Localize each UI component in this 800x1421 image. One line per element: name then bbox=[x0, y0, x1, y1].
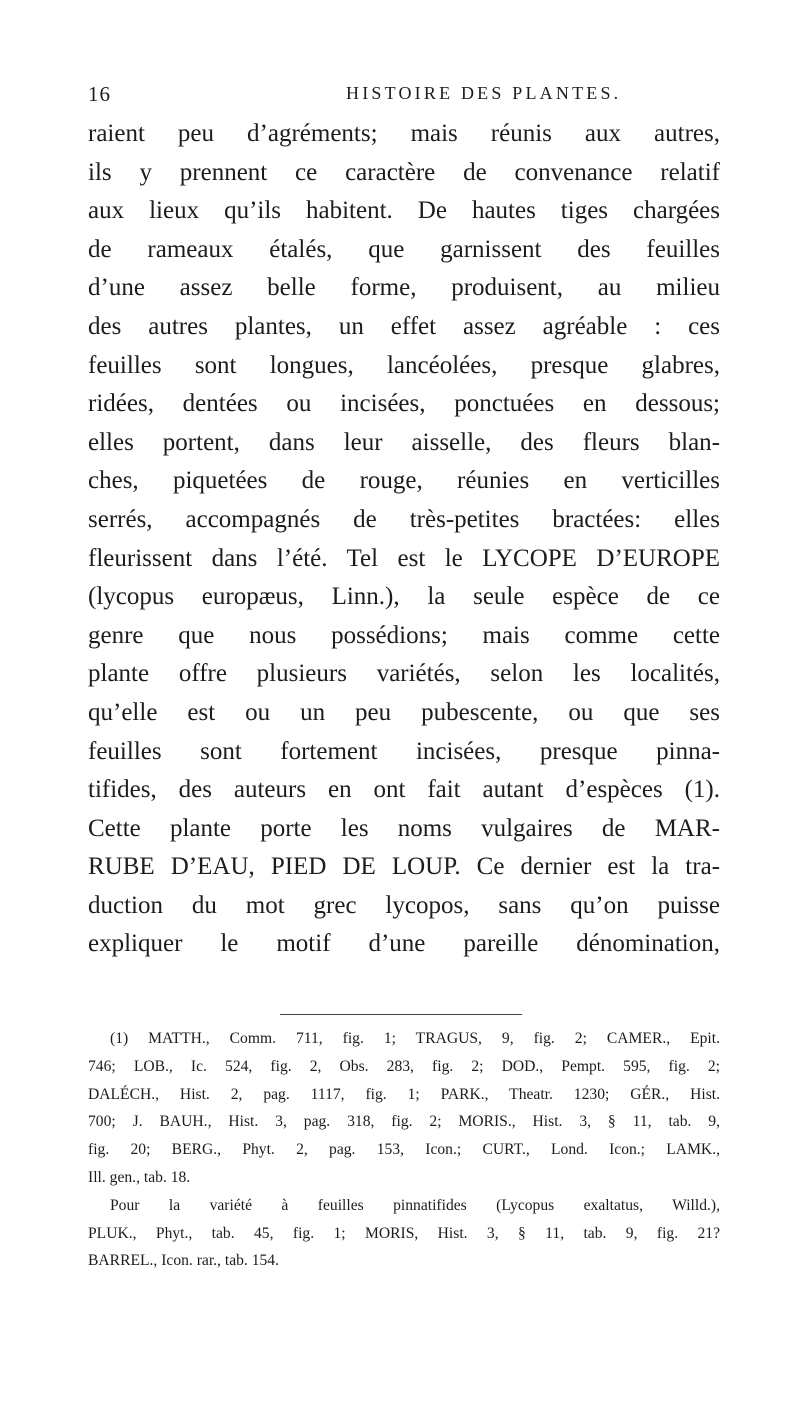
footnote-line: BARREL., Icon. rar., tab. 154. bbox=[88, 1252, 279, 1270]
body-line: des autres plantes, un effet assez agréable : ces bbox=[88, 312, 720, 340]
body-line: Cette plante porte les noms vulgaires de MAR- bbox=[88, 814, 720, 842]
body-line: ches, piquetées de rouge, réunies en verticilles bbox=[88, 467, 720, 495]
body-line: aux lieux qu’ils habitent. De hautes tiges chargées bbox=[88, 197, 720, 225]
footnote-line: PLUK., Phyt., tab. 45, fig. 1; MORIS, Hist. 3, § 11, tab. 9, fig. 21? bbox=[88, 1224, 720, 1242]
body-line: RUBE D’EAU, PIED DE LOUP. Ce dernier est la tra- bbox=[88, 853, 720, 881]
body-line: fleurissent dans l’été. Tel est le LYCOPE D’EUROPE bbox=[88, 544, 720, 572]
footnote-line: Pour la variété à feuilles pinnatifides (Lycopus exaltatus, Willd.), bbox=[110, 1196, 720, 1214]
body-line: serrés, accompagnés de très-petites bractées: elles bbox=[88, 505, 720, 533]
body-line: plante offre plusieurs variétés, selon les localités, bbox=[88, 660, 720, 688]
body-line: de rameaux étalés, que garnissent des feuilles bbox=[88, 235, 720, 263]
body-line: expliquer le motif d’une pareille dénomination, bbox=[88, 930, 720, 958]
body-line: qu’elle est ou un peu pubescente, ou que ses bbox=[88, 698, 720, 726]
running-title: HISTOIRE DES PLANTES. bbox=[346, 83, 622, 103]
footnote-divider bbox=[280, 1014, 522, 1015]
footnote-line: 700; J. BAUH., Hist. 3, pag. 318, fig. 2; MORIS., Hist. 3, § 11, tab. 9, bbox=[88, 1113, 720, 1131]
footnote-line: fig. 20; BERG., Phyt. 2, pag. 153, Icon.; CURT., Lond. Icon.; LAMK., bbox=[88, 1141, 720, 1159]
body-text bbox=[88, 115, 720, 964]
body-line: duction du mot grec lycopos, sans qu’on puisse bbox=[88, 891, 720, 919]
body-line: feuilles sont fortement incisées, presque pinna- bbox=[88, 737, 720, 765]
body-line: tifides, des auteurs en ont fait autant d’espèces (1). bbox=[88, 776, 720, 804]
footnote-line: (1) MATTH., Comm. 711, fig. 1; TRAGUS, 9, fig. 2; CAMER., Epit. bbox=[110, 1030, 720, 1047]
footnote-line: 746; LOB., Ic. 524, fig. 2, Obs. 283, fig. 2; DOD., Pempt. 595, fig. 2; bbox=[88, 1057, 720, 1075]
body-line: (lycopus europæus, Linn.), la seule espèce de ce bbox=[88, 583, 720, 611]
footnote-line: DALÉCH., Hist. 2, pag. 1117, fig. 1; PARK., Theatr. 1230; GÉR., Hist. bbox=[88, 1085, 720, 1103]
page-header bbox=[88, 82, 720, 110]
body-line: ridées, dentées ou incisées, ponctuées en dessous; bbox=[88, 390, 720, 418]
body-line: genre que nous possédions; mais comme cette bbox=[88, 621, 720, 649]
body-line: d’une assez belle forme, produisent, au milieu bbox=[88, 274, 720, 302]
body-line: elles portent, dans leur aisselle, des fleurs blan- bbox=[88, 428, 720, 456]
body-line: raient peu d’agréments; mais réunis aux autres, bbox=[88, 120, 720, 147]
footnote-line: Ill. gen., tab. 18. bbox=[88, 1168, 191, 1186]
footnotes bbox=[88, 1025, 720, 1275]
body-line: feuilles sont longues, lancéolées, presque glabres, bbox=[88, 351, 720, 379]
body-line: ils y prennent ce caractère de convenance relatif bbox=[88, 158, 720, 186]
page-number: 16 bbox=[88, 82, 111, 106]
